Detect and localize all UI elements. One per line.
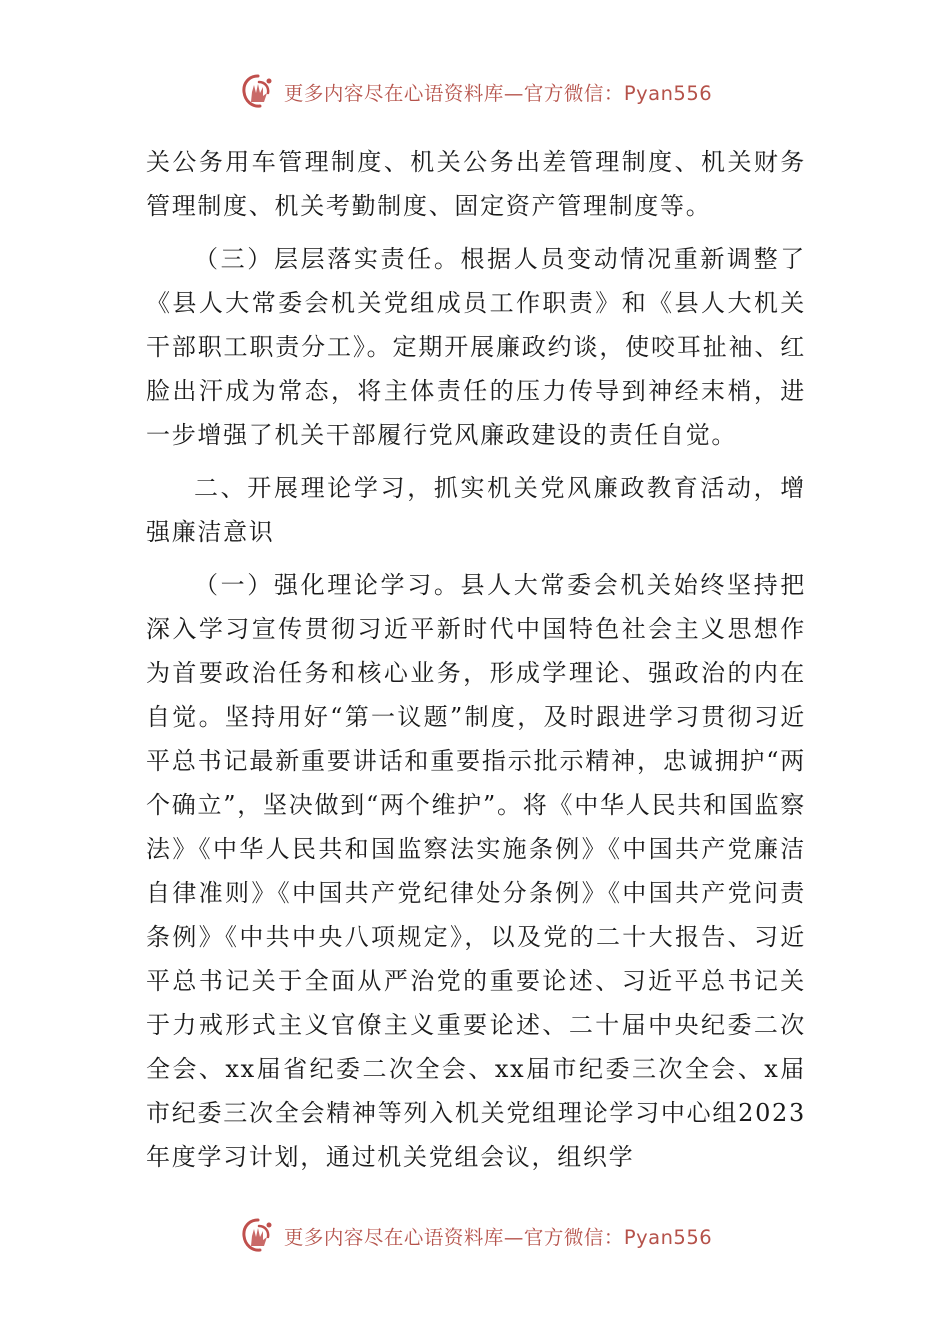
header-watermark [0, 70, 950, 114]
document-body [146, 140, 806, 1179]
footer-watermark [0, 1214, 950, 1258]
paragraph: （一）强化理论学习。县人大常委会机关始终坚持把深入学习宣传贯彻习近平新时代中国特色社会主义思想作为首要政治任务和核心业务，形成学理论、强政治的内在自觉。坚持用好“第一议题”制度，及时跟进学习贯彻习近平总书记最新重要讲话和重要指示批示精神，忠诚拥护“两个确立”，坚决做到“两个维护”。将《中华人民共和国监察法》《中华人民共和国监察法实施条例》《中国共产党廉洁自律准则》《中国共产党纪律处分条例》《中国共产党问责条例》《中共中央八项规定》，以及党的二十大报告、习近平总书记关于全面从严治党的重要论述、习近平总书记关于力戒形式主义官僚主义重要论述、二十届中央纪委二次全会、xx届省纪委二次全会、xx届市纪委三次全会、x届市纪委三次全会精神等列入机关党组理论学习中心组2023年度学习计划，通过机关党组会议，组织学 [146, 571, 806, 1171]
paragraph: 关公务用车管理制度、机关公务出差管理制度、机关财务管理制度、机关考勤制度、固定资产管理制度等。 [146, 148, 806, 220]
watermark-text: 更多内容尽在心语资料库—官方微信：Pyan556 [283, 1226, 713, 1249]
hand-logo-icon [238, 1216, 278, 1256]
watermark-text: 更多内容尽在心语资料库—官方微信：Pyan556 [283, 82, 713, 105]
hand-logo-icon [238, 72, 278, 112]
paragraph: （三）层层落实责任。根据人员变动情况重新调整了《县人大常委会机关党组成员工作职责》和《县人大机关干部职工职责分工》。定期开展廉政约谈，使咬耳扯袖、红脸出汗成为常态，将主体责任的压力传导到神经末梢，进一步增强了机关干部履行党风廉政建设的责任自觉。 [146, 245, 806, 449]
section-heading: 二、开展理论学习，抓实机关党风廉政教育活动，增强廉洁意识 [146, 474, 806, 546]
